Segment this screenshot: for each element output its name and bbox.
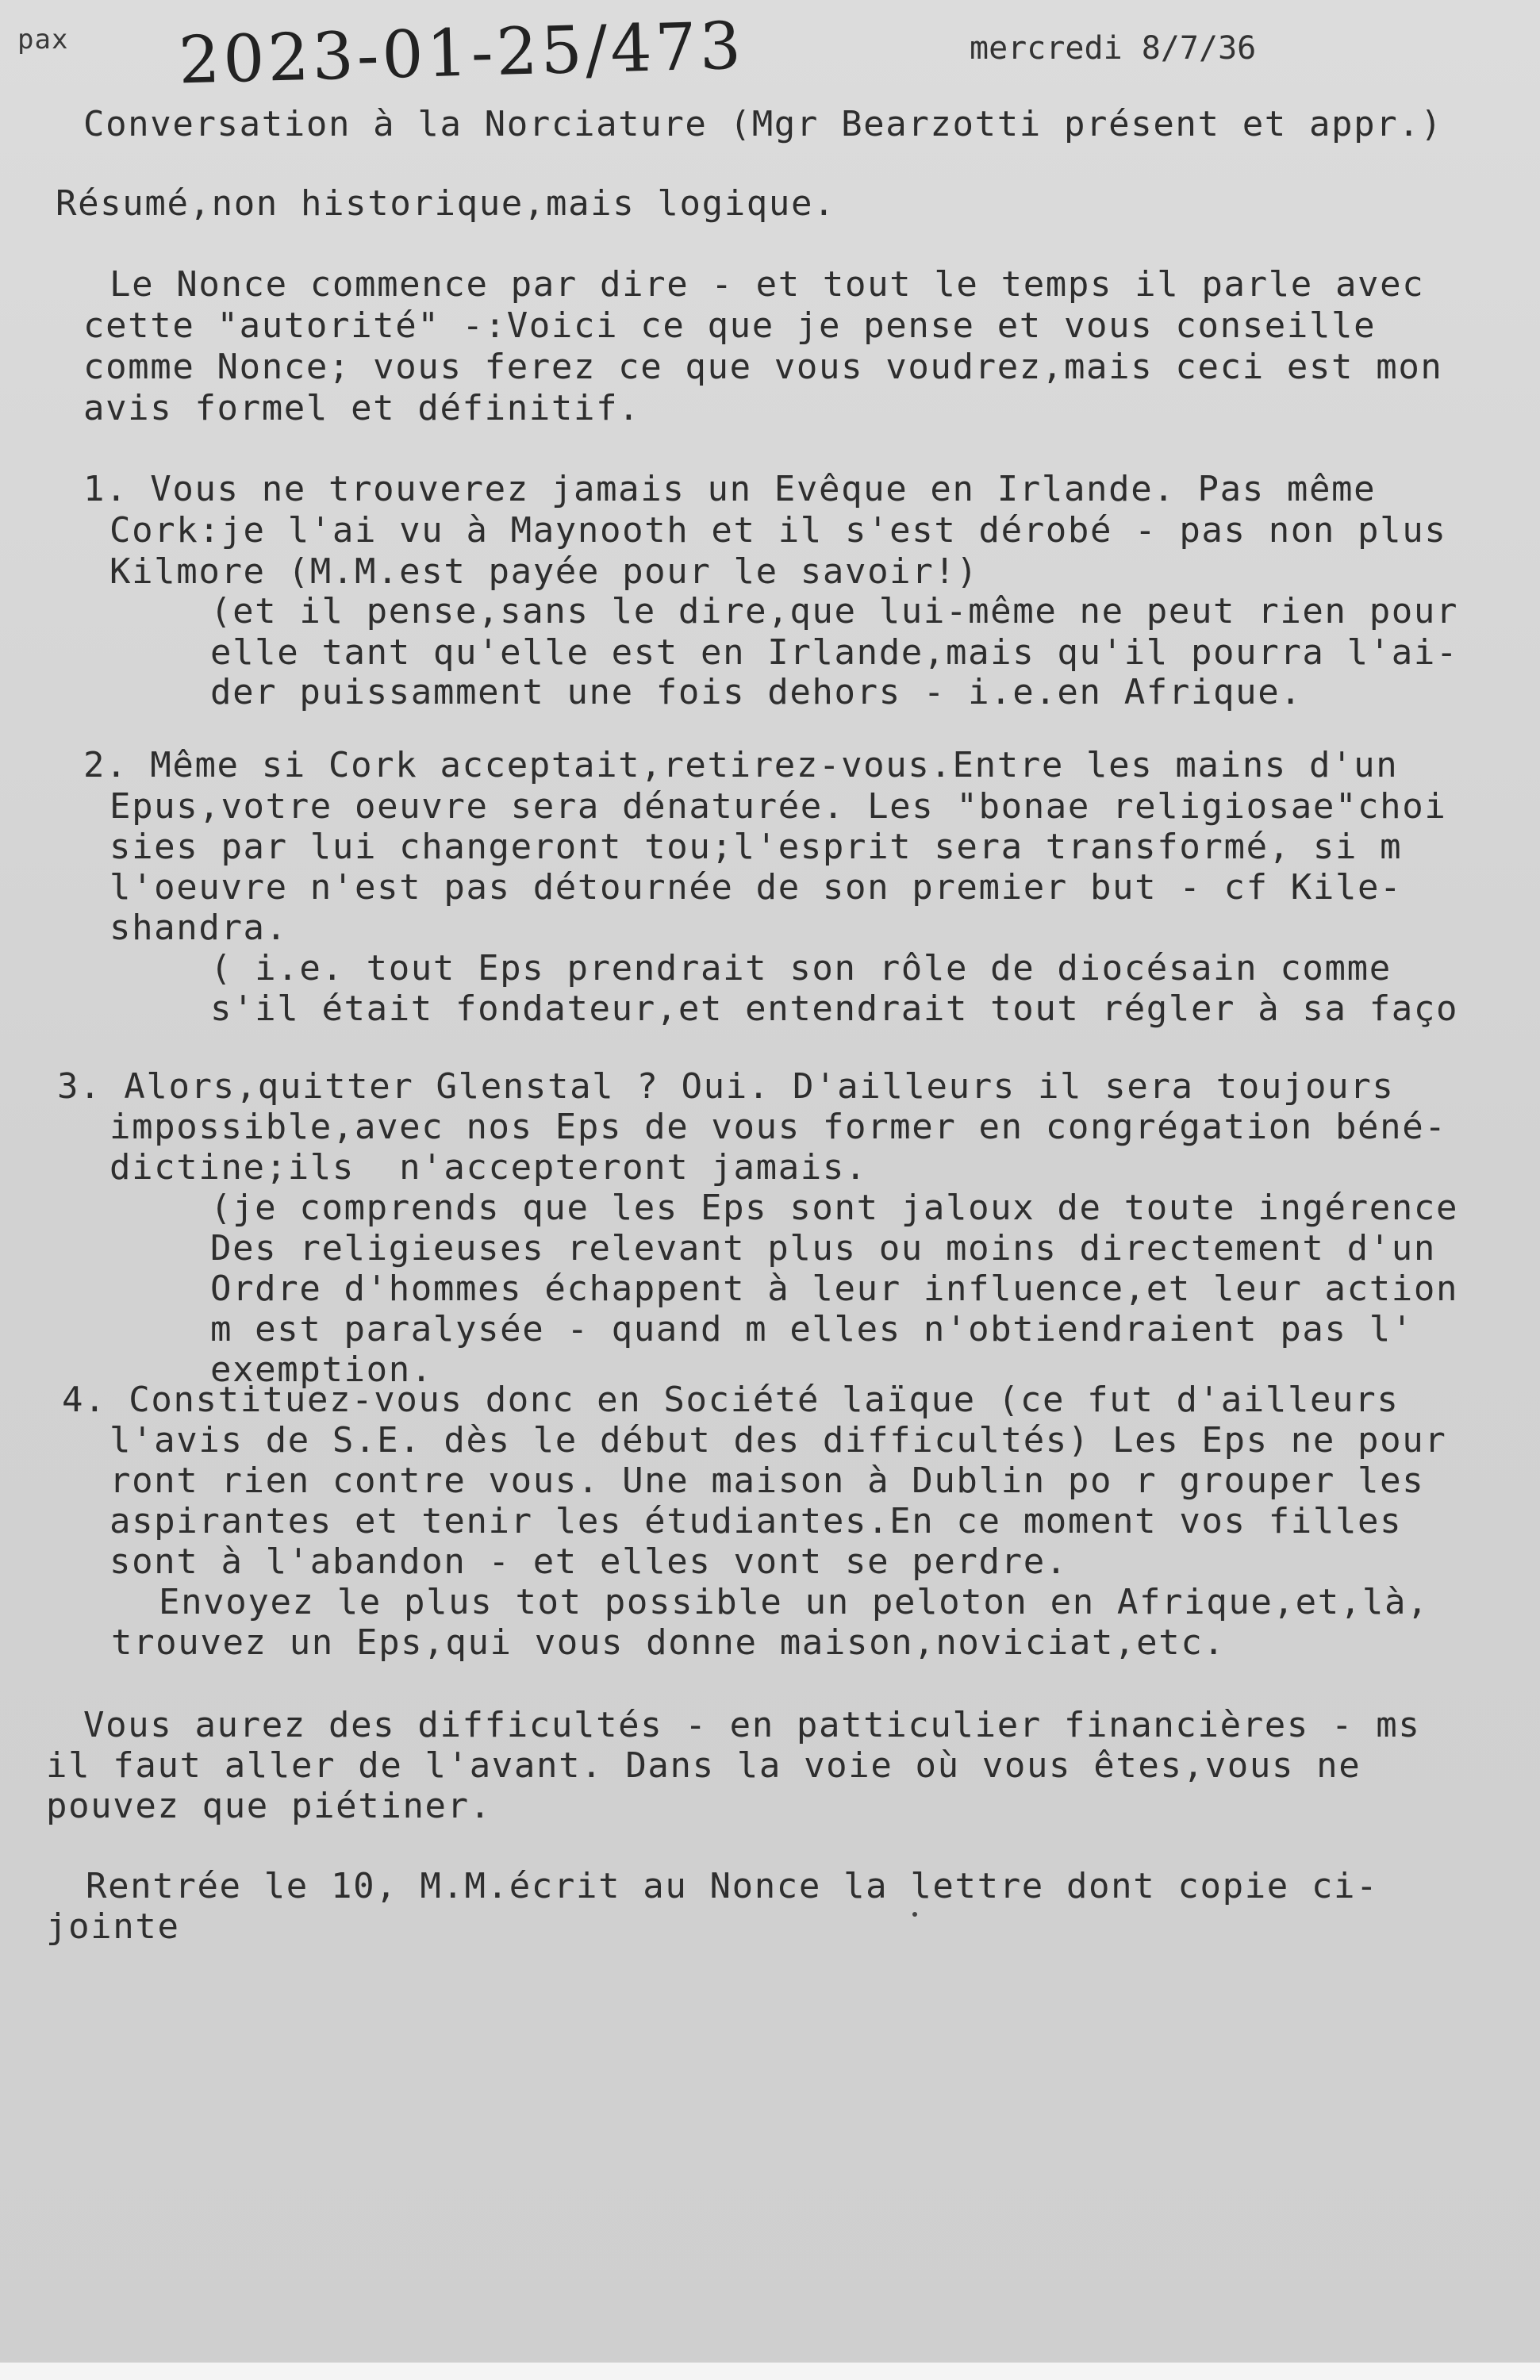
point-4-note: Envoyez le plus tot possible un peloton en Afrique,et,là,: [159, 1582, 1430, 1622]
point-2-line: Epus,votre oeuvre sera dénaturée. Les "bonae religiosae"choi: [109, 786, 1447, 827]
closing-line: il faut aller de l'avant. Dans la voie où vous êtes,vous ne: [46, 1745, 1361, 1786]
ink-dot: [912, 1912, 917, 1917]
intro-line: avis formel et définitif.: [83, 388, 641, 428]
point-1-note: der puissamment une fois dehors - i.e.en Afrique.: [210, 672, 1303, 712]
point-3-line: impossible,avec nos Eps de vous former en congrégation béné-: [109, 1107, 1447, 1147]
point-2-line: sies par lui changeront tou;l'esprit sera transformé, si m: [109, 827, 1403, 867]
point-2-line: l'oeuvre n'est pas détournée de son premier but - cf Kile-: [109, 867, 1403, 908]
point-1-note: elle tant qu'elle est en Irlande,mais qu'il pourra l'ai-: [210, 632, 1459, 673]
final-line: jointe: [46, 1906, 180, 1947]
intro-line: cette "autorité" -:Voici ce que je pense et vous conseille: [83, 305, 1377, 346]
point-4-line: aspirantes et tenir les étudiantes.En ce moment vos filles: [109, 1501, 1403, 1541]
point-3-note: Ordre d'hommes échappent à leur influence,et leur action: [210, 1269, 1459, 1309]
point-3-note: Des religieuses relevant plus ou moins directement d'un: [210, 1228, 1436, 1269]
point-1-note: (et il pense,sans le dire,que lui-même ne peut rien pour: [210, 591, 1459, 631]
point-4-line: 4. Constituez-vous donc en Société laïque (ce fut d'ailleurs: [62, 1380, 1400, 1420]
point-4-line: ront rien contre vous. Une maison à Dublin po r grouper les: [109, 1461, 1425, 1501]
pax-stamp: pax: [17, 24, 69, 56]
point-3-note: m est paralysée - quand m elles n'obtiendraient pas l': [210, 1309, 1414, 1349]
point-1-line: Cork:je l'ai vu à Maynooth et il s'est dérobé - pas non plus: [109, 510, 1447, 551]
document-title: Conversation à la Norciature (Mgr Bearzotti présent et appr.): [83, 104, 1443, 144]
point-4-note: trouvez un Eps,qui vous donne maison,noviciat,etc.: [111, 1622, 1226, 1663]
point-2-note: s'il était fondateur,et entendrait tout régler à sa faço: [210, 988, 1459, 1029]
point-3-note: (je comprends que les Eps sont jaloux de toute ingérence: [210, 1188, 1459, 1228]
point-4-line: sont à l'abandon - et elles vont se perdre.: [109, 1541, 1068, 1582]
closing-line: Vous aurez des difficultés - en patticulier financières - ms: [83, 1705, 1421, 1745]
document-subtitle: Résumé,non historique,mais logique.: [56, 183, 836, 224]
document-date: mercredi 8/7/36: [970, 30, 1257, 67]
point-3-line: dictine;ils n'accepteront jamais.: [109, 1147, 868, 1188]
point-4-line: l'avis de S.E. dès le début des difficultés) Les Eps ne pour: [109, 1420, 1447, 1461]
final-line: Rentrée le 10, M.M.écrit au Nonce la lettre dont copie ci-: [86, 1866, 1379, 1906]
point-3-note: exemption.: [210, 1349, 433, 1390]
point-2-line: shandra.: [109, 908, 288, 948]
intro-line: comme Nonce; vous ferez ce que vous voudrez,mais ceci est mon: [83, 347, 1443, 387]
closing-line: pouvez que piétiner.: [46, 1786, 492, 1826]
point-2-line: 2. Même si Cork acceptait,retirez-vous.Entre les mains d'un: [83, 745, 1399, 785]
handwritten-reference-number: 2023-01-25/473: [177, 8, 746, 99]
point-1-line: 1. Vous ne trouverez jamais un Evêque en Irlande. Pas même: [83, 469, 1377, 509]
point-3-line: 3. Alors,quitter Glenstal ? Oui. D'ailleurs il sera toujours: [57, 1066, 1395, 1107]
intro-line: Le Nonce commence par dire - et tout le temps il parle avec: [109, 264, 1425, 305]
point-1-line: Kilmore (M.M.est payée pour le savoir!): [109, 551, 979, 592]
point-2-note: ( i.e. tout Eps prendrait son rôle de diocésain comme: [210, 948, 1392, 988]
